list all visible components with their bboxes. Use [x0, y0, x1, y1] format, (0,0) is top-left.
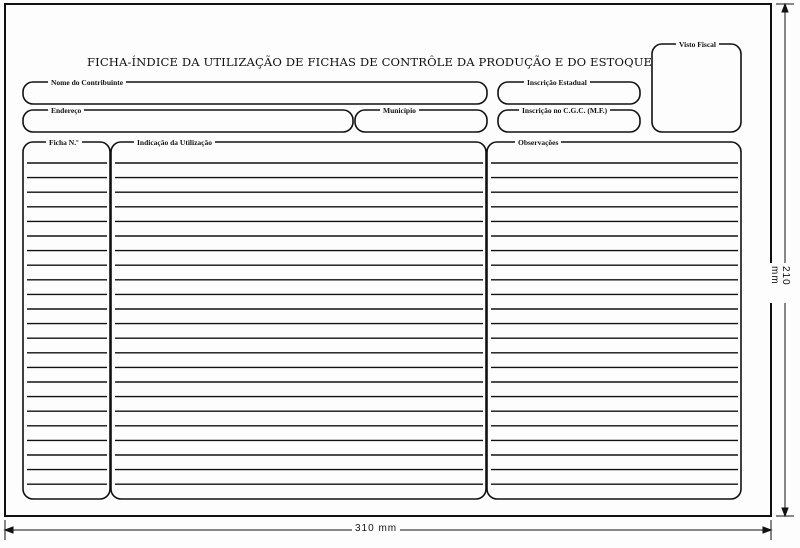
indicacao-column-header: Indicação da Utilização	[134, 138, 215, 147]
municipio-box	[355, 110, 487, 132]
inscricao-estadual-label: Inscrição Estadual	[524, 78, 590, 87]
inscricao-cgc-label: Inscrição no C.G.C. (M.F.)	[519, 106, 610, 115]
indicacao-column	[111, 142, 486, 499]
form-title: FICHA-ÍNDICE DA UTILIZAÇÃO DE FICHAS DE CONTRÔLE DA PRODUÇÃO E DO ESTOQUE	[87, 55, 653, 69]
municipio-label: Município	[380, 106, 419, 115]
height-dimension-label: 210 mm	[769, 263, 791, 303]
ficha-column-header: Ficha N.º	[46, 138, 82, 147]
observacoes-column-header: Observações	[515, 138, 561, 147]
observacoes-column	[487, 142, 741, 499]
endereco-label: Endereço	[48, 106, 84, 115]
nome-label: Nome do Contribuinte	[48, 78, 126, 87]
width-dimension-label: 310 mm	[352, 523, 400, 534]
ficha-column	[23, 142, 110, 499]
visto-fiscal-label: Visto Fiscal	[676, 40, 719, 49]
visto-fiscal-box	[652, 44, 741, 132]
